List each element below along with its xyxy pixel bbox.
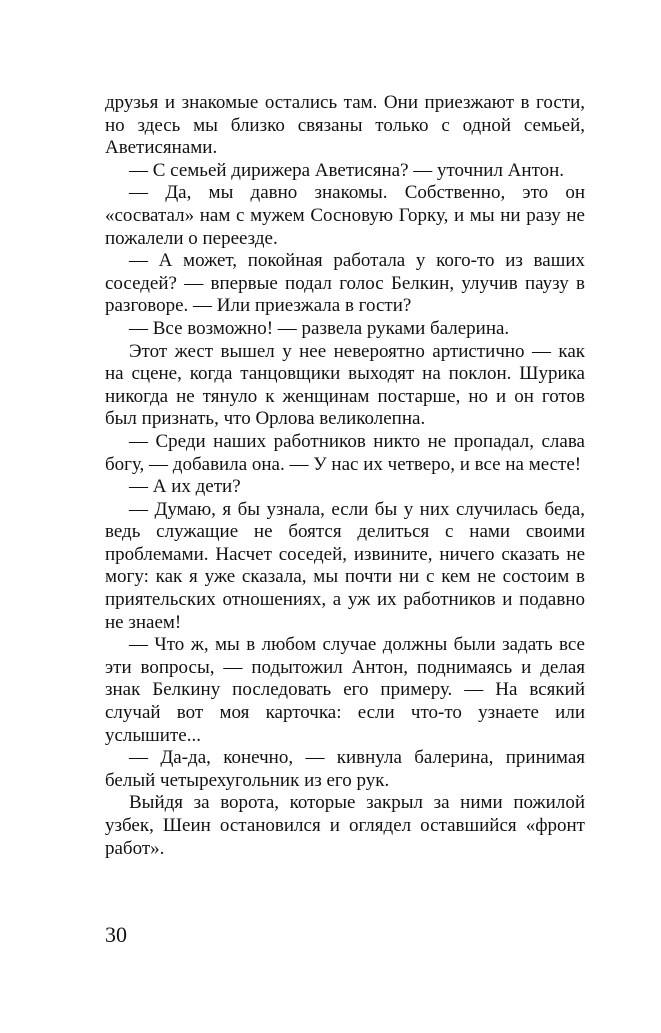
paragraph: Выйдя за ворота, которые закрыл за ними пожилой узбек, Шеин остановился и оглядел оставшийся «фронт работ». xyxy=(105,792,585,859)
paragraph: — А их дети? xyxy=(129,476,241,498)
paragraph: — Да-да, конечно, — кивнула балерина, принимая белый четырехугольник из его рук. xyxy=(105,747,585,791)
paragraph: — Среди наших работников никто не пропадал, слава богу, — добавила она. — У нас их четверо, и все на месте! xyxy=(105,430,585,475)
page-body xyxy=(105,92,585,860)
page-number: 30 xyxy=(105,922,127,947)
paragraph: Этот жест вышел у нее невероятно артистично — как на сцене, когда танцовщики выходят на поклон. Шурика никогда не тянуло к женщинам постарше, но и он готов был признать, что Орлова великолепна. xyxy=(105,340,585,430)
paragraph: — А может, покойная работала у кого-то из ваших соседей? — впервые подал голос Белкин, улучив паузу в разговоре. — Или приезжала в гости? xyxy=(105,250,585,317)
paragraph: — Да, мы давно знакомы. Собственно, это он «сосватал» нам с мужем Сосновую Горку, и мы ни разу не пожалели о переезде. xyxy=(105,182,585,249)
paragraph: — Что ж, мы в любом случае должны были задать все эти вопросы, — подытожил Антон, поднимаясь и делая знак Белкину последовать его примеру. — На всякий случай вот моя карточка: если что-то узнаете или услышите... xyxy=(105,634,585,746)
paragraph: — С семьей дирижера Аветисяна? — уточнил Антон. xyxy=(129,159,565,181)
paragraph: друзья и знакомые остались там. Они приезжают в гости, но здесь мы близко связаны только с одной семьей, Аветисянами. xyxy=(105,92,585,159)
paragraph: — Думаю, я бы узнала, если бы у них случилась беда, ведь служащие не боятся делиться с нами своими проблемами. Насчет соседей, извините, ничего сказать не могу: как я уже сказала, мы почти ни с кем не состоим в приятельских отношениях, а уж их работников и подавно не знаем! xyxy=(105,498,585,633)
paragraph: — Все возможно! — развела руками балерина. xyxy=(129,317,510,339)
